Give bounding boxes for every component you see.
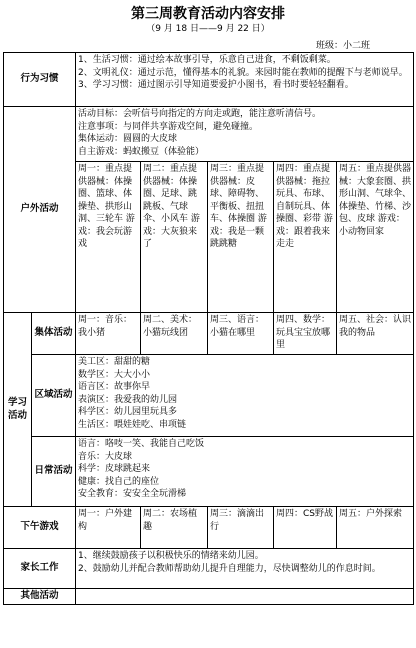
outdoor-day-thu: 周四：重点提供器械：拖拉玩具、布球、自制玩具、体操圈、彩带 游戏：跟着我来走走 <box>274 162 337 313</box>
group-day-fri: 周五、社会：认识我的物品 <box>337 313 414 355</box>
daily-item: 健康：找自己的座位 <box>78 476 160 487</box>
group-day-tue: 周二、美术：小猫玩线团 <box>141 313 208 355</box>
afternoon-day-fri: 周五：户外探索 <box>337 507 414 549</box>
afternoon-day-wed: 周三：滴滴出行 <box>208 507 274 549</box>
habit-item: 3、学习习惯：通过图示引导知道要爱护小图书，看书时要轻轻翻看。 <box>78 80 354 90</box>
parent-label: 家长工作 <box>4 549 76 589</box>
outdoor-general-item: 注意事项：与同伴共享游戏空间，避免碰撞。 <box>78 121 259 132</box>
area-item: 语言区：故事你早 <box>78 382 151 392</box>
page-title: 第三周教育活动内容安排 <box>131 6 285 22</box>
daily-item: 音乐：大皮球 <box>78 451 133 462</box>
group-activity-label: 集体活动 <box>32 313 76 355</box>
outdoor-day-tue: 周二：重点提供器械：体操圈、足球、跳跳板、气球伞、小风车 游戏：大灰狼来了 <box>141 162 208 313</box>
date-range: （9 月 18 日——9 月 22 日） <box>146 24 270 34</box>
class-info <box>316 38 370 51</box>
area-item: 数学区：大大小小 <box>78 369 151 380</box>
area-item: 科学区：幼儿园里玩具多 <box>78 407 178 417</box>
area-item: 表演区：我爱我的幼儿园 <box>78 394 178 405</box>
parent-item: 2、鼓励幼儿并配合教师帮助幼儿提升自理能力，尽快调整幼儿的作息时间。 <box>78 563 381 574</box>
daily-item: 语言：咯吱一笑、我能自己吃饭 <box>78 439 205 449</box>
daily-activity-content <box>76 437 414 507</box>
habit-item: 1、生活习惯：通过绘本故事引导，乐意自己进食，不剩饭剩菜。 <box>78 55 336 65</box>
daily-item: 科学：皮球跳起来 <box>78 464 151 474</box>
outdoor-day-fri: 周五：重点提供器械：大象套圈、拱形山洞、气球伞、体操垫、竹梯、沙包、皮球 游戏：小动物回家 <box>337 162 414 313</box>
area-item: 美工区：甜甜的糖 <box>78 357 151 367</box>
outdoor-general <box>76 107 414 162</box>
group-day-wed: 周三、语言：小猫在哪里 <box>208 313 274 355</box>
outdoor-label: 户外活动 <box>4 107 76 313</box>
afternoon-day-tue: 周二：农场植趣 <box>141 507 208 549</box>
habits-label: 行为习惯 <box>4 53 76 107</box>
learning-label: 学习活动 <box>4 313 32 507</box>
class-label: 班级： <box>315 41 343 51</box>
outdoor-general-item: 活动目标：会听信号向指定的方向走或跑，能注意听清信号。 <box>78 109 322 119</box>
group-day-mon: 周一：音乐：我小猪 <box>76 313 141 355</box>
outdoor-day-wed: 周三：重点提供器械：皮球、障碍物、平衡板、扭扭车、体操圈 游戏：我是一颗跳跳糖 <box>208 162 274 313</box>
other-content <box>76 589 414 605</box>
group-day-thu: 周四、数学：玩具宝宝放哪里 <box>274 313 337 355</box>
daily-item: 安全教育：安安全全玩滑梯 <box>78 489 187 499</box>
afternoon-day-mon: 周一：户外建构 <box>76 507 141 549</box>
afternoon-label: 下午游戏 <box>4 507 76 549</box>
outdoor-general-item: 自主游戏：蚂蚁搬豆（体验能） <box>78 146 205 157</box>
parent-item: 1、继续鼓励孩子以积极快乐的情绪来幼儿园。 <box>78 551 264 561</box>
class-name: 小二班 <box>342 41 370 51</box>
schedule-table <box>3 52 414 605</box>
outdoor-general-item: 集体运动：圆圆的大皮球 <box>78 134 178 144</box>
outdoor-day-mon: 周一：重点提供器械：体操圈、篮球、体操垫、拱形山洞、三轮车 游戏：我会玩游戏 <box>76 162 141 313</box>
other-label: 其他活动 <box>4 589 76 605</box>
habit-item: 2、文明礼仪：通过示范，懂得基本的礼貌。来园时能在教师的提醒下与老师说早。 <box>78 67 408 78</box>
daily-activity-label: 日常活动 <box>32 437 76 507</box>
parent-content <box>76 549 414 589</box>
area-activity-content <box>76 355 414 437</box>
area-item: 生活区：喂娃娃吃、串项链 <box>78 419 187 430</box>
afternoon-day-thu: 周四：CS野战 <box>274 507 337 549</box>
habits-content <box>76 53 414 107</box>
area-activity-label: 区域活动 <box>32 355 76 437</box>
